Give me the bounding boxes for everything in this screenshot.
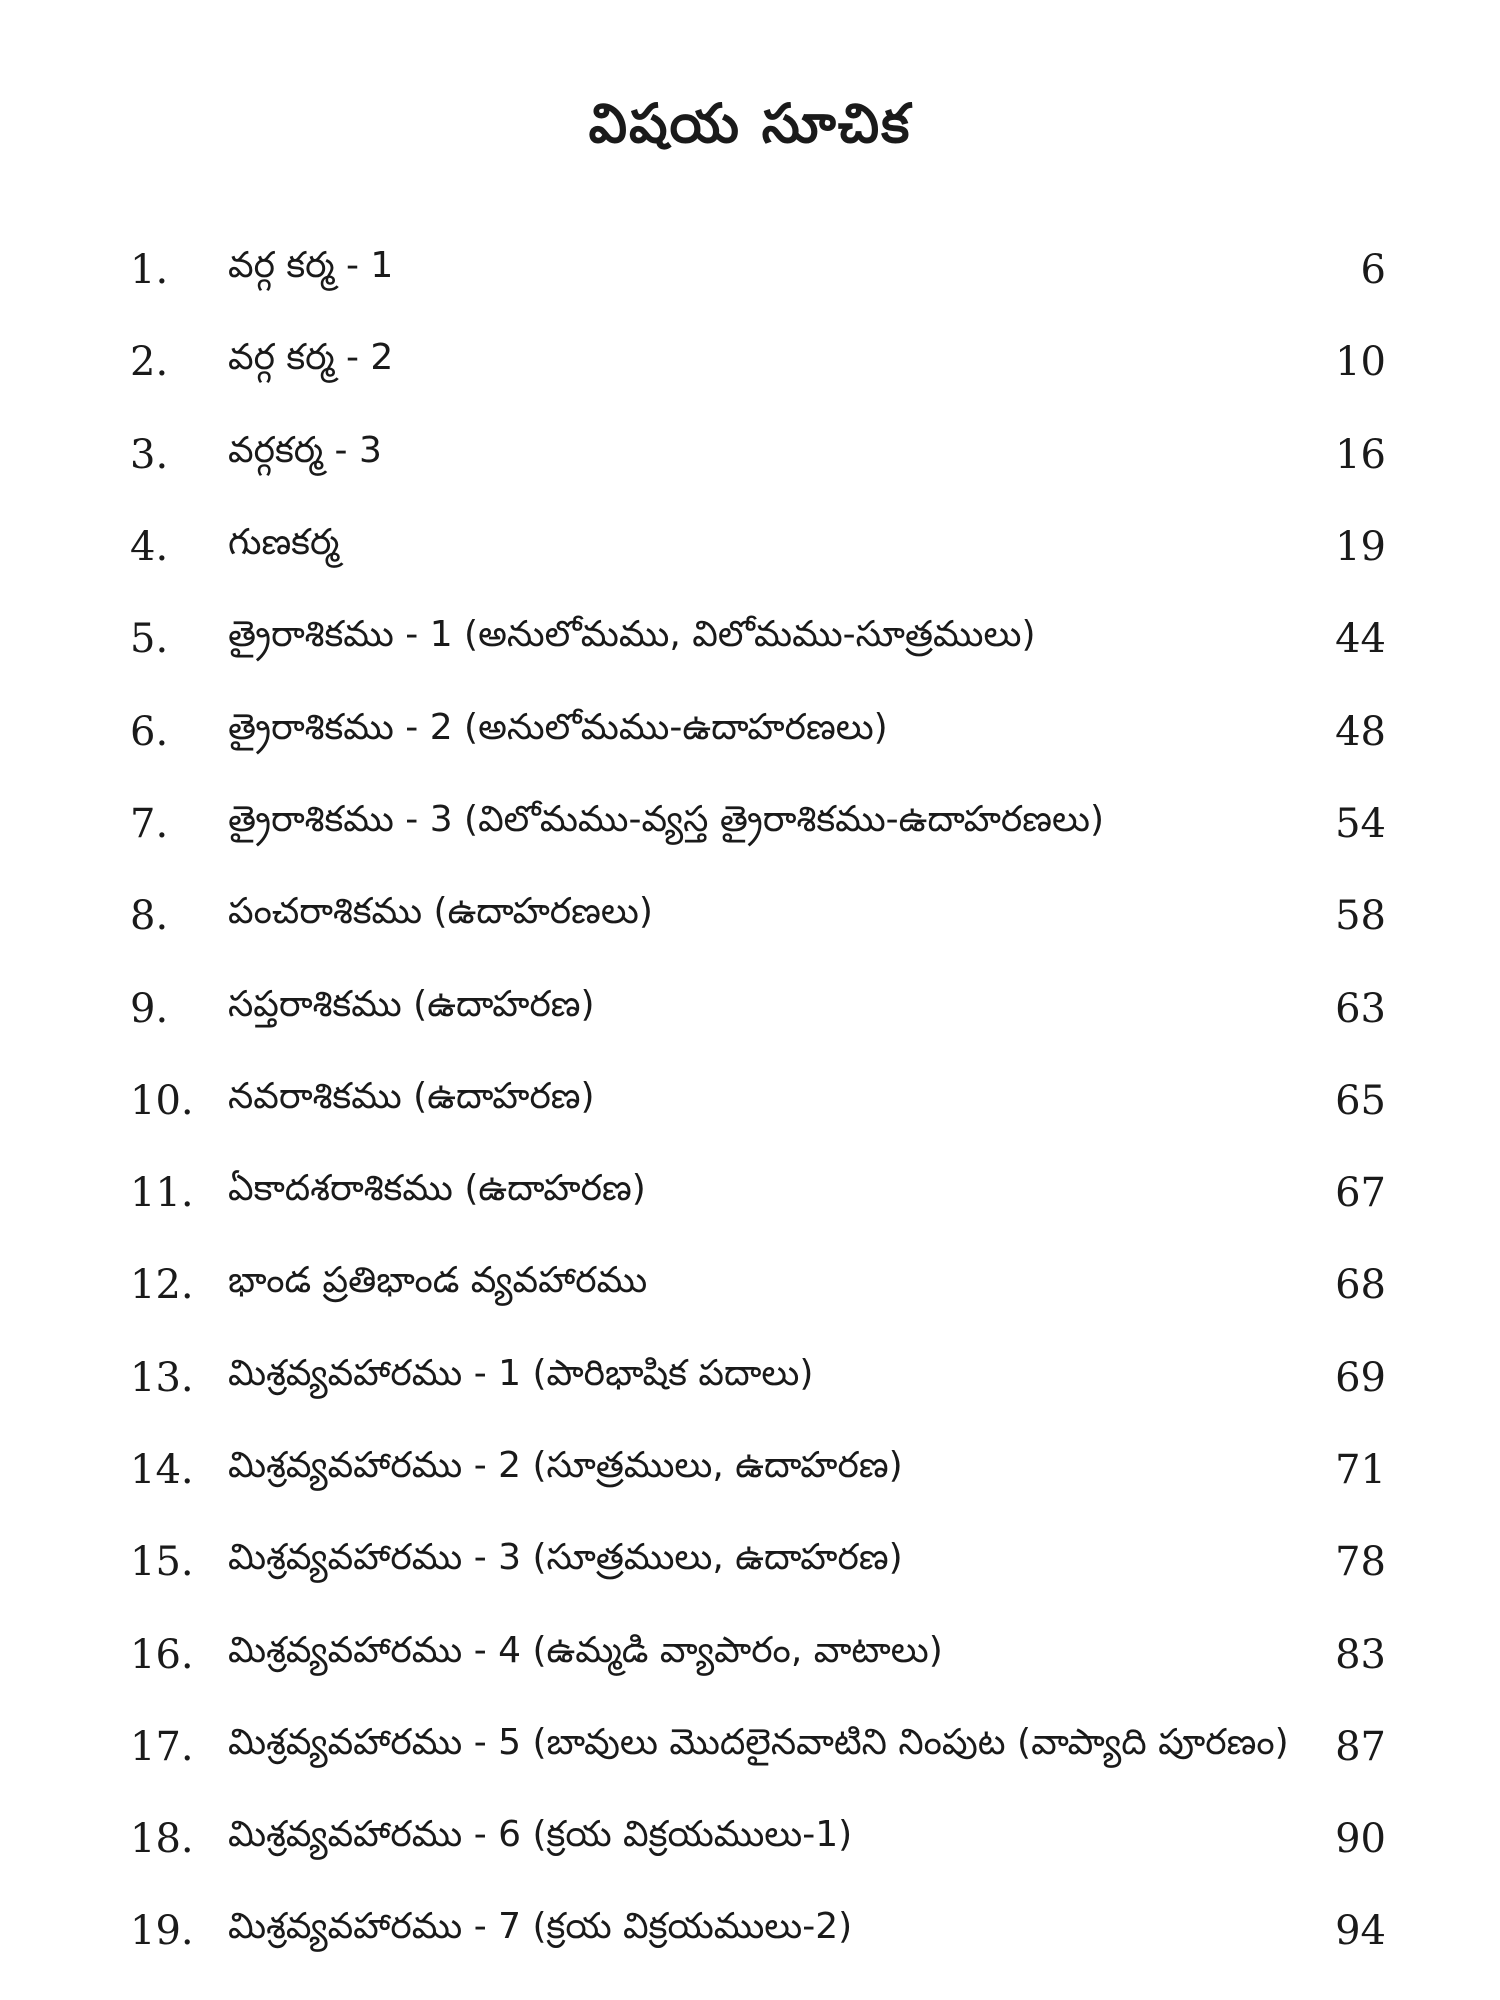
- entry-title: మిశ్రవ్యవహారము - 3 (సూత్రములు, ఉదాహరణ): [228, 1537, 903, 1579]
- entry-title: నవరాశికము (ఉదాహరణ): [228, 1075, 595, 1117]
- entry-title: వర్గకర్మ - 3: [228, 429, 382, 471]
- entry-title: మిశ్రవ్యవహారము - 7 (క్రయ విక్రయములు-2): [228, 1906, 853, 1948]
- entry-title: వర్గ కర్మ - 1: [228, 245, 394, 287]
- entry-page-number: 83: [1335, 1631, 1386, 1678]
- toc-entry: [130, 593, 1386, 685]
- entry-number: 10.: [130, 1077, 194, 1124]
- entry-title: మిశ్రవ్యవహారము - 1 (పారిభాషిక పదాలు): [228, 1352, 814, 1394]
- toc-entry: [130, 1516, 1386, 1608]
- toc-entry: [130, 1701, 1386, 1793]
- entry-page-number: 94: [1335, 1908, 1386, 1955]
- entry-number: 19.: [130, 1908, 194, 1955]
- entry-title: వర్గ కర్మ - 2: [228, 337, 394, 379]
- entry-page-number: 58: [1335, 893, 1386, 940]
- toc-entry: [130, 501, 1386, 593]
- toc-entry: [130, 778, 1386, 870]
- entry-number: 14.: [130, 1447, 194, 1493]
- entry-title: మిశ్రవ్యవహారము - 2 (సూత్రములు, ఉదాహరణ): [228, 1445, 903, 1486]
- entry-page-number: 6: [1360, 247, 1386, 294]
- entry-number: 5.: [130, 616, 169, 663]
- entry-number: 17.: [130, 1723, 194, 1770]
- entry-title: సప్తరాశికము (ఉదాహరణ): [228, 983, 595, 1025]
- toc-entry: [130, 1332, 1386, 1424]
- page-title: విషయ సూచిక: [588, 92, 912, 155]
- toc-entry: [130, 962, 1386, 1054]
- toc-entry: [130, 409, 1386, 501]
- entry-number: 15.: [130, 1539, 194, 1586]
- entry-number: 7.: [130, 800, 169, 847]
- entry-page-number: 44: [1335, 616, 1386, 663]
- entry-number: 11.: [130, 1170, 194, 1217]
- toc-entry: [130, 1608, 1386, 1700]
- entry-number: 8.: [130, 893, 169, 940]
- entry-page-number: 10: [1335, 339, 1386, 386]
- entry-title: భాండ ప్రతిభాండ వ్యవహారము: [228, 1260, 648, 1302]
- entry-number: 4.: [130, 524, 169, 571]
- entry-page-number: 19: [1335, 524, 1386, 571]
- entry-title: మిశ్రవ్యవహారము - 4 (ఉమ్మడి వ్యాపారం, వాటాలు): [228, 1629, 943, 1671]
- entry-number: 1.: [130, 247, 169, 294]
- toc-entry: [130, 685, 1386, 777]
- table-of-contents: [130, 224, 1386, 1978]
- entry-page-number: 68: [1335, 1262, 1386, 1309]
- entry-number: 3.: [130, 431, 169, 478]
- entry-title: మిశ్రవ్యవహారము - 6 (క్రయ విక్రయములు-1): [228, 1814, 853, 1856]
- entry-title: గుణకర్మ: [228, 522, 340, 564]
- entry-number: 9.: [130, 985, 169, 1032]
- toc-entry: [130, 1147, 1386, 1239]
- entry-page-number: 78: [1335, 1539, 1386, 1586]
- toc-entry: [130, 1885, 1386, 1977]
- entry-page-number: 54: [1335, 800, 1386, 847]
- entry-page-number: 65: [1335, 1077, 1386, 1124]
- toc-entry: [130, 1424, 1386, 1516]
- toc-entry: [130, 224, 1386, 316]
- entry-title: మిశ్రవ్యవహారము - 5 (బావులు మొదలైనవాటిని నింపుట (వాప్యాది పూరణం): [228, 1721, 1289, 1763]
- entry-title: ఏకాదశరాశికము (ఉదాహరణ): [228, 1168, 646, 1210]
- entry-page-number: 87: [1335, 1723, 1386, 1770]
- toc-entry: [130, 1055, 1386, 1147]
- entry-title: త్రైరాశికము - 3 (విలోమము-వ్యస్త త్రైరాశికము-ఉదాహరణలు): [228, 798, 1105, 840]
- entry-title: త్రైరాశికము - 2 (అనులోమము-ఉదాహరణలు): [228, 706, 888, 748]
- entry-title: పంచరాశికము (ఉదాహరణలు): [228, 891, 653, 933]
- entry-number: 2.: [130, 339, 169, 386]
- entry-number: 16.: [130, 1631, 194, 1678]
- entry-page-number: 48: [1335, 708, 1386, 755]
- entry-number: 6.: [130, 708, 169, 755]
- entry-title: త్రైరాశికము - 1 (అనులోమము, విలోమము-సూత్రములు): [228, 614, 1036, 656]
- toc-entry: [130, 1239, 1386, 1331]
- entry-number: 18.: [130, 1816, 194, 1863]
- entry-page-number: 71: [1335, 1447, 1386, 1493]
- entry-number: 13.: [130, 1354, 194, 1401]
- toc-entry: [130, 1793, 1386, 1885]
- toc-entry: [130, 870, 1386, 962]
- entry-number: 12.: [130, 1262, 194, 1309]
- entry-page-number: 67: [1335, 1170, 1386, 1217]
- entry-page-number: 63: [1335, 985, 1386, 1032]
- toc-entry: [130, 316, 1386, 408]
- entry-page-number: 69: [1335, 1354, 1386, 1401]
- entry-page-number: 90: [1335, 1816, 1386, 1863]
- entry-page-number: 16: [1335, 431, 1386, 478]
